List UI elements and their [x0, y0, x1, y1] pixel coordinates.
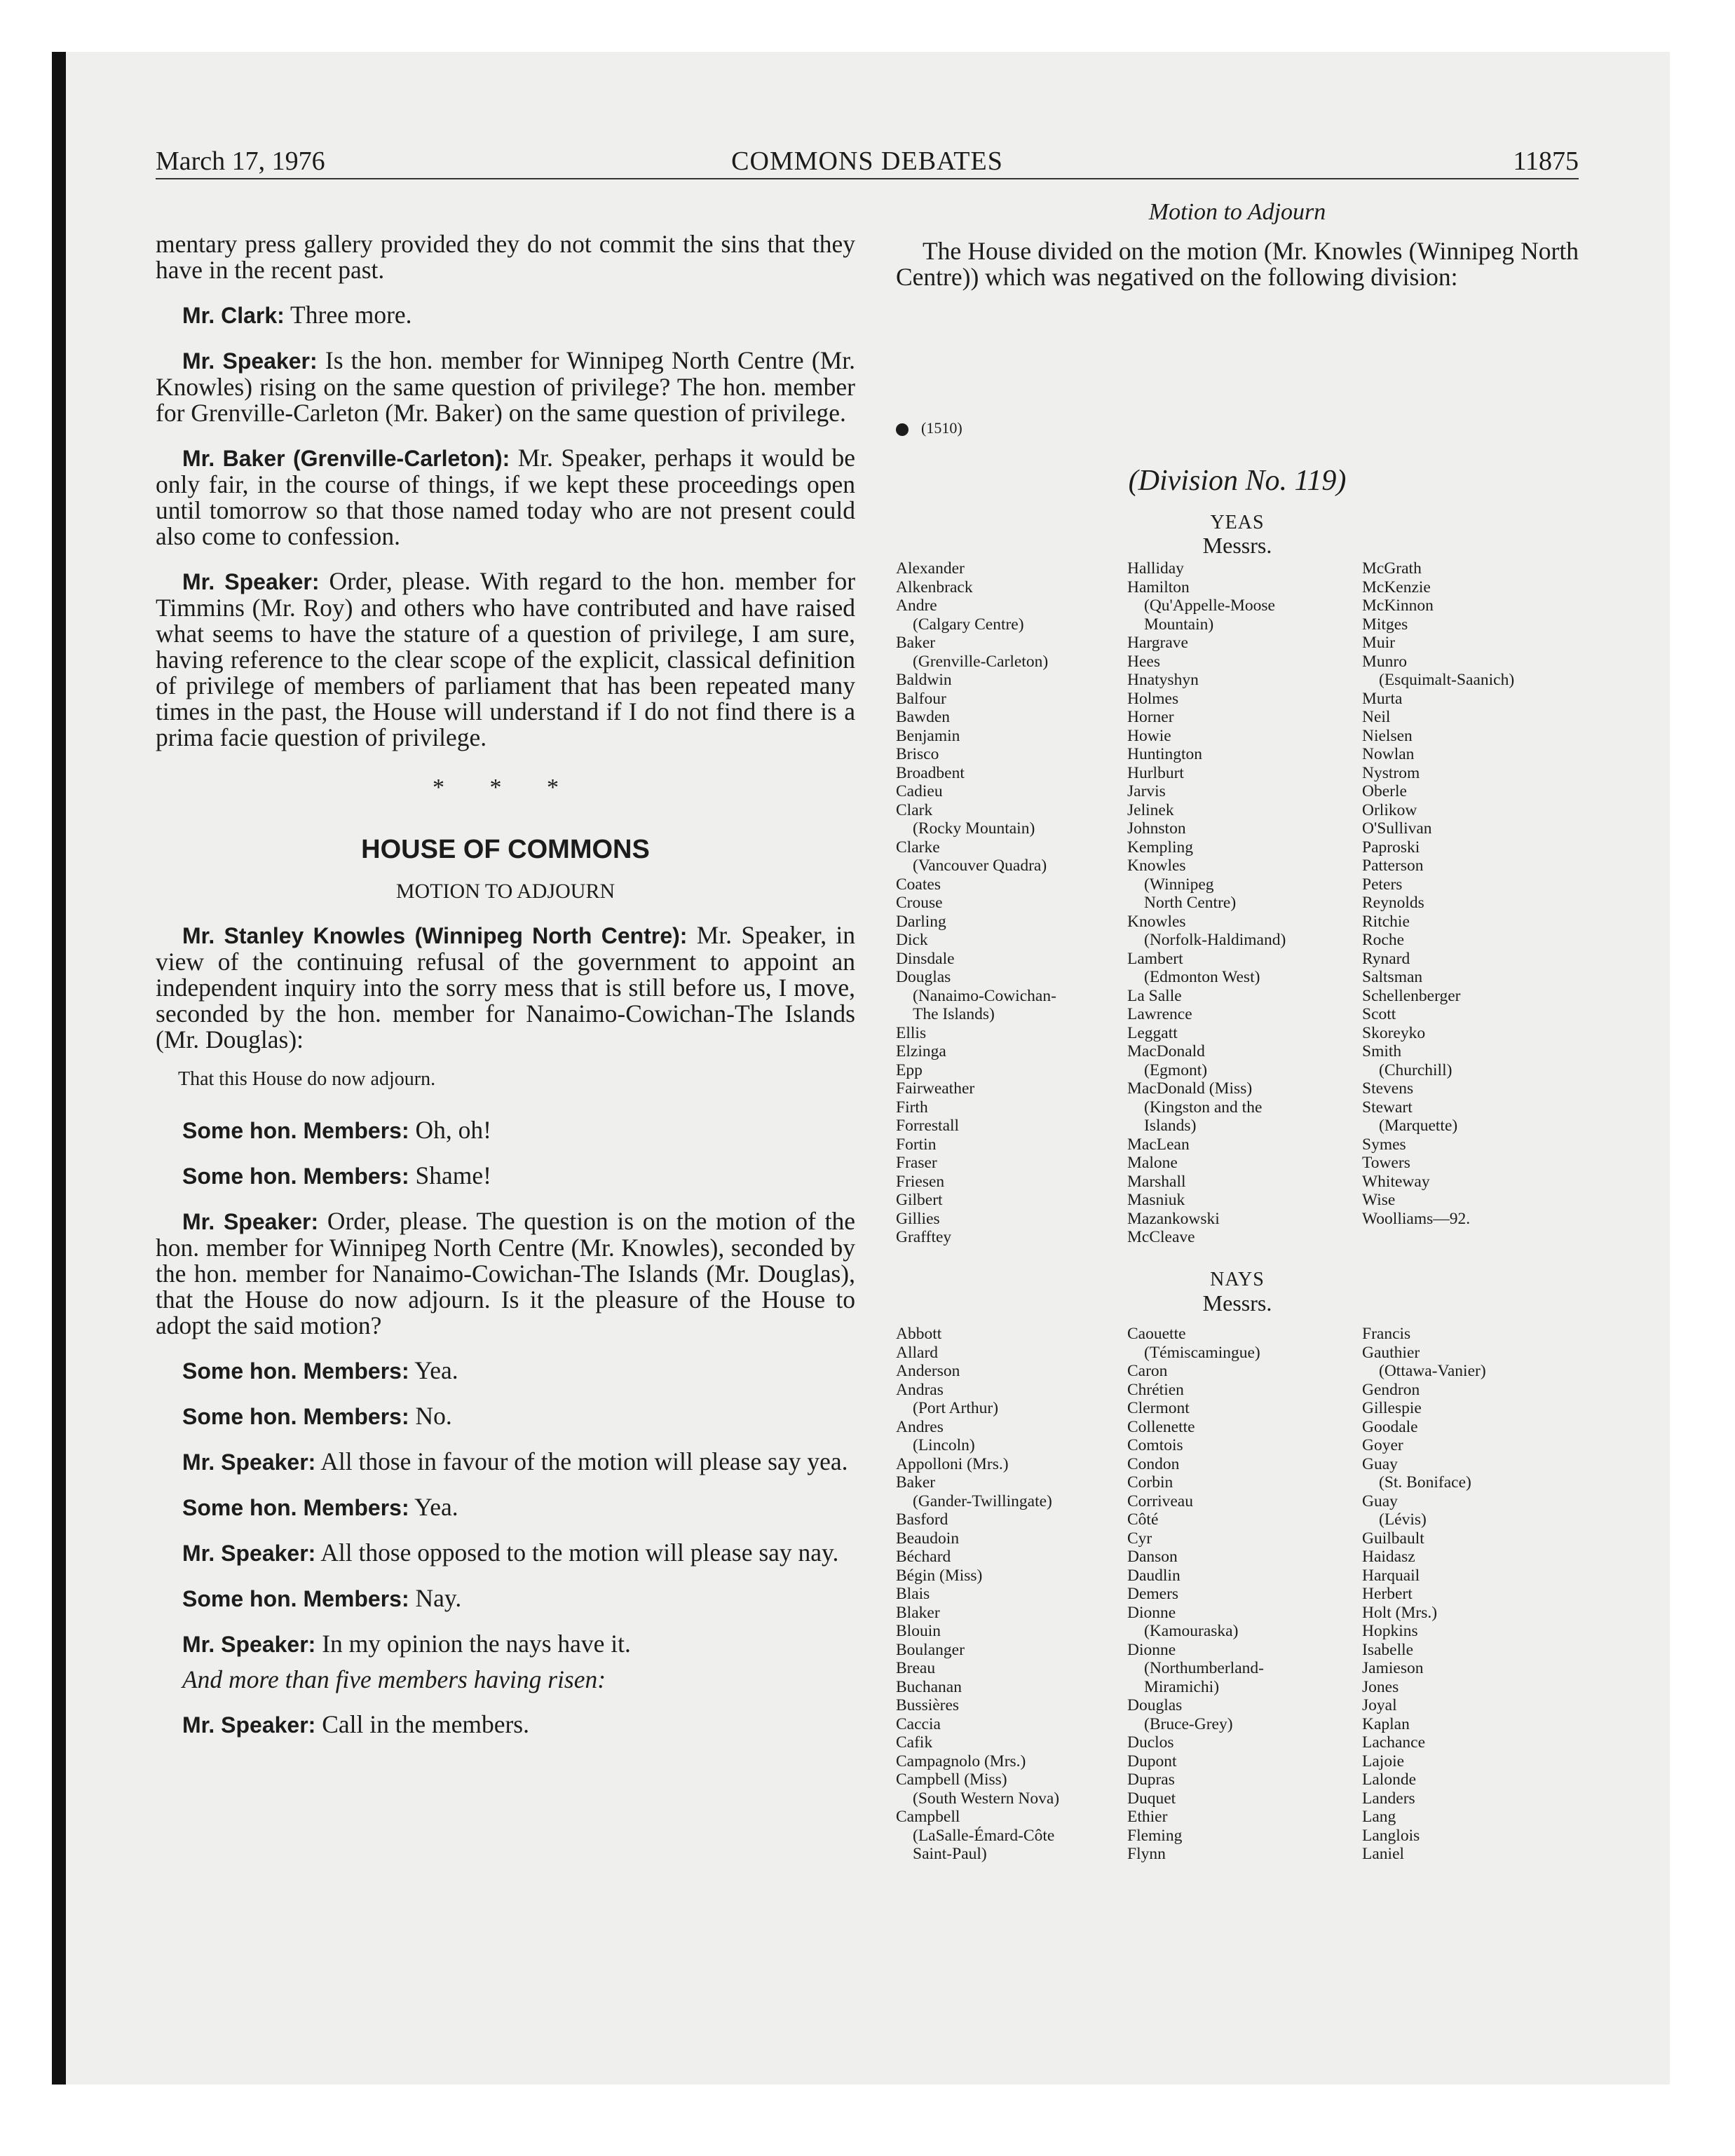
member-name: Neil: [1362, 708, 1391, 726]
member-name: Ethier: [1127, 1808, 1168, 1826]
scan-edge: [52, 52, 66, 2085]
member-name: Lang: [1362, 1808, 1396, 1826]
paragraph: [156, 568, 855, 751]
member-name: MacDonald: [1127, 1042, 1205, 1060]
member-name: Knowles: [1127, 857, 1186, 875]
member-name: (Kingston and the: [1144, 1098, 1263, 1117]
member-name: Saint-Paul): [913, 1845, 987, 1863]
member-name: Huntington: [1127, 745, 1203, 763]
paragraph: [156, 348, 855, 426]
member-name: Fleming: [1127, 1826, 1183, 1845]
member-name: Caouette: [1127, 1325, 1186, 1343]
speech-text: Mr. Speaker, in view of the continuing refusal of the government to appoint an independent inquiry into the sorry mess that is still before us, I move, seconded by the hon. member for Nanaimo-Cowichan-The Islands (Mr. Douglas):: [156, 921, 855, 1053]
member-name: Boulanger: [896, 1640, 965, 1659]
member-name: Dupont: [1127, 1752, 1177, 1770]
member-name: Guay: [1362, 1492, 1398, 1510]
member-name: Campbell: [896, 1808, 960, 1826]
member-name: Whiteway: [1362, 1172, 1430, 1191]
member-name: Gendron: [1362, 1380, 1420, 1399]
member-name: Hargrave: [1127, 634, 1188, 652]
speech-text: All those in favour of the motion will please say yea.: [315, 1447, 848, 1475]
member-name: McCleave: [1127, 1228, 1195, 1246]
member-name: (Gander-Twillingate): [913, 1492, 1052, 1510]
member-name: Halliday: [1127, 559, 1184, 578]
speaker-name: Mr. Clark:: [182, 303, 285, 328]
member-name: Blouin: [896, 1622, 941, 1640]
speech-text: Order, please. With regard to the hon. member for Timmins (Mr. Roy) and others who have contributed and have raised what seems to have the stature of a question of privilege, I am sure, having reference to the clear scope of the explicit, classical definition of privilege of members of parliament that has been repeated many times in the past, the House will understand if I do not find there is a prima facie question of privilege.: [156, 567, 856, 751]
member-name: McGrath: [1362, 559, 1422, 578]
member-name: Herbert: [1362, 1585, 1413, 1603]
member-name: Dionne: [1127, 1640, 1176, 1659]
yeas-column-2: [1127, 559, 1359, 1247]
member-name: Jelinek: [1127, 800, 1174, 819]
member-name: O'Sullivan: [1362, 819, 1432, 838]
time-stamp: (1510): [921, 419, 962, 437]
yeas-column-3: [1362, 559, 1593, 1228]
speaker-name: Some hon. Members:: [182, 1404, 409, 1429]
member-name: (Marquette): [1379, 1117, 1458, 1135]
header-date: March 17, 1976: [156, 146, 325, 176]
member-name: Isabelle: [1362, 1640, 1414, 1659]
member-name: North Centre): [1144, 894, 1237, 912]
member-name: Nystrom: [1362, 763, 1420, 782]
member-name: Douglas: [1127, 1696, 1183, 1714]
speaker-name: Some hon. Members:: [182, 1164, 409, 1189]
yeas-title: YEAS: [1210, 512, 1265, 533]
member-name: Darling: [896, 912, 946, 931]
member-name: Duclos: [1127, 1733, 1174, 1752]
member-name: Gillies: [896, 1209, 940, 1228]
division-intro: The House divided on the motion (Mr. Knowles (Winnipeg North Centre)) which was negatived on the following division:: [896, 237, 1579, 291]
member-name: (Grenville-Carleton): [913, 652, 1049, 671]
member-name: Johnston: [1127, 819, 1186, 838]
speaker-name: Some hon. Members:: [182, 1586, 409, 1611]
paragraph: [156, 1585, 855, 1612]
nays-column-2: [1127, 1325, 1359, 1864]
speaker-name: Mr. Stanley Knowles (Winnipeg North Centre):: [182, 923, 688, 948]
yeas-column-1: [896, 559, 1127, 1247]
member-name: (Vancouver Quadra): [913, 857, 1047, 875]
member-name: Munro: [1362, 652, 1407, 671]
member-name: Goyer: [1362, 1436, 1403, 1454]
speech-text: Mr. Speaker, perhaps it would be only fair, in the course of things, if we kept these proceedings open until tomorrow so that those named today who are not present could also come to confession.: [156, 444, 855, 550]
member-name: Clarke: [896, 838, 940, 857]
section-title: HOUSE OF COMMONS: [361, 835, 650, 864]
member-name: Stevens: [1362, 1079, 1414, 1098]
paragraph: [156, 445, 855, 550]
motion-quote: That this House do now adjourn.: [178, 1068, 436, 1090]
member-name: (Nanaimo-Cowichan-: [913, 986, 1056, 1005]
member-name: Islands): [1144, 1117, 1197, 1135]
paragraph: [156, 1631, 855, 1658]
member-name: McKenzie: [1362, 578, 1431, 596]
member-name: Skoreyko: [1362, 1023, 1426, 1042]
stage-direction: And more than five members having risen:: [182, 1665, 606, 1693]
member-name: (LaSalle-Émard-Côte: [913, 1826, 1055, 1845]
member-name: Ellis: [896, 1023, 927, 1042]
member-name: Knowles: [1127, 912, 1186, 931]
member-name: Scott: [1362, 1005, 1396, 1023]
member-name: Holmes: [1127, 689, 1179, 708]
member-name: Baker: [896, 1473, 936, 1492]
member-name: Muir: [1362, 634, 1395, 652]
member-name: Collenette: [1127, 1417, 1195, 1436]
member-name: Broadbent: [896, 763, 965, 782]
speaker-name: Mr. Speaker:: [182, 1541, 316, 1566]
speaker-name: Some hon. Members:: [182, 1358, 409, 1384]
paragraph: [156, 302, 855, 329]
member-name: Leggatt: [1127, 1023, 1178, 1042]
member-name: Daudlin: [1127, 1566, 1181, 1585]
speech-text: Three more.: [284, 301, 412, 329]
member-name: Danson: [1127, 1548, 1178, 1566]
member-name: Kaplan: [1362, 1714, 1410, 1733]
member-name: Anderson: [896, 1362, 960, 1380]
speech-text: In my opinion the nays have it.: [315, 1630, 631, 1658]
member-name: Francis: [1362, 1325, 1411, 1343]
member-name: (Winnipeg: [1144, 875, 1214, 894]
member-name: Lawrence: [1127, 1005, 1192, 1023]
right-column: [896, 199, 1579, 1863]
member-name: Kempling: [1127, 838, 1193, 857]
paragraph: [156, 1208, 855, 1339]
speaker-name: Some hon. Members:: [182, 1495, 409, 1520]
member-name: (Ottawa-Vanier): [1379, 1362, 1486, 1380]
member-name: Campbell (Miss): [896, 1770, 1007, 1789]
paragraph: [156, 1358, 855, 1384]
motion-heading: Motion to Adjourn: [1148, 199, 1326, 225]
member-name: Cyr: [1127, 1529, 1152, 1548]
member-name: Forrestall: [896, 1117, 960, 1135]
bullet-icon: [896, 423, 909, 436]
member-name: Condon: [1127, 1454, 1180, 1473]
member-name: Andres: [896, 1417, 944, 1436]
member-name: Alkenbrack: [896, 578, 973, 596]
speech-text: No.: [409, 1402, 452, 1430]
member-name: Gauthier: [1362, 1343, 1420, 1362]
member-name: MacDonald (Miss): [1127, 1079, 1253, 1098]
member-name: Dinsdale: [896, 949, 955, 968]
member-name: Laniel: [1362, 1845, 1405, 1863]
member-name: (St. Boniface): [1379, 1473, 1471, 1492]
member-name: Brisco: [896, 745, 939, 763]
member-name: Towers: [1362, 1154, 1410, 1172]
member-name: The Islands): [913, 1005, 995, 1023]
member-name: Harquail: [1362, 1566, 1420, 1585]
member-name: Howie: [1127, 726, 1171, 745]
member-name: Andre: [896, 596, 937, 615]
member-name: Woolliams—92.: [1362, 1209, 1471, 1228]
speech-text: Shame!: [409, 1161, 491, 1189]
member-name: Friesen: [896, 1172, 945, 1191]
member-name: Jamieson: [1362, 1659, 1424, 1677]
paragraph: [156, 1163, 855, 1189]
header-page-number: 11875: [1513, 146, 1579, 176]
header-title: COMMONS DEBATES: [731, 146, 1003, 176]
member-name: Stewart: [1362, 1098, 1413, 1117]
member-name: Mazankowski: [1127, 1209, 1220, 1228]
member-name: (Rocky Mountain): [913, 819, 1035, 838]
member-name: Guay: [1362, 1454, 1398, 1473]
paragraph: [156, 1403, 855, 1430]
member-name: Corbin: [1127, 1473, 1173, 1492]
member-name: (Esquimalt-Saanich): [1379, 671, 1515, 689]
member-name: Hnatyshyn: [1127, 671, 1199, 689]
member-name: McKinnon: [1362, 596, 1434, 615]
member-name: Hurlburt: [1127, 763, 1184, 782]
member-name: Langlois: [1362, 1826, 1420, 1845]
member-name: Marshall: [1127, 1172, 1186, 1191]
member-name: Firth: [896, 1098, 928, 1117]
member-name: (Lévis): [1379, 1510, 1427, 1529]
member-name: Chrétien: [1127, 1380, 1184, 1399]
member-name: (Egmont): [1144, 1060, 1208, 1079]
paragraph: [156, 1540, 855, 1567]
member-name: Baker: [896, 634, 936, 652]
speech-text: Yea.: [409, 1356, 458, 1384]
nays-subtitle: Messrs.: [1202, 1290, 1272, 1316]
page-header: [156, 146, 1579, 181]
member-name: Nowlan: [1362, 745, 1415, 763]
member-name: Gillespie: [1362, 1399, 1422, 1417]
member-name: Fraser: [896, 1154, 937, 1172]
speaker-name: Mr. Speaker:: [182, 1209, 319, 1234]
member-name: (Lincoln): [913, 1436, 975, 1454]
member-name: Mountain): [1144, 615, 1214, 634]
member-name: Fairweather: [896, 1079, 975, 1098]
member-name: Holt (Mrs.): [1362, 1603, 1438, 1622]
member-name: Roche: [1362, 931, 1405, 949]
member-name: Epp: [896, 1060, 923, 1079]
member-name: Paproski: [1362, 838, 1420, 857]
member-name: Hees: [1127, 652, 1160, 671]
member-name: Dick: [896, 931, 928, 949]
section-separator: * * *: [433, 775, 578, 800]
member-name: Crouse: [896, 894, 943, 912]
member-name: Masniuk: [1127, 1191, 1185, 1209]
member-name: Campagnolo (Mrs.): [896, 1752, 1026, 1770]
member-name: Cadieu: [896, 782, 943, 800]
member-name: Ritchie: [1362, 912, 1410, 931]
member-name: Bussières: [896, 1696, 960, 1714]
member-name: Blaker: [896, 1603, 940, 1622]
member-name: Guilbault: [1362, 1529, 1424, 1548]
member-name: Jones: [1362, 1677, 1399, 1696]
paragraph: [156, 1712, 855, 1738]
member-name: Alexander: [896, 559, 965, 578]
speaker-name: Mr. Speaker:: [182, 1632, 316, 1657]
speech-text: Oh, oh!: [409, 1116, 491, 1144]
member-name: (Bruce-Grey): [1144, 1714, 1233, 1733]
member-name: Elzinga: [896, 1042, 946, 1060]
member-name: Horner: [1127, 708, 1174, 726]
member-name: Douglas: [896, 968, 951, 986]
member-name: Miramichi): [1144, 1677, 1220, 1696]
member-name: Balfour: [896, 689, 946, 708]
nays-column-1: [896, 1325, 1127, 1864]
member-name: Comtois: [1127, 1436, 1183, 1454]
member-name: Beaudoin: [896, 1529, 960, 1548]
member-name: Mitges: [1362, 615, 1408, 634]
member-name: Hamilton: [1127, 578, 1190, 596]
member-name: Buchanan: [896, 1677, 962, 1696]
member-name: Baldwin: [896, 671, 952, 689]
speech-text: Yea.: [409, 1493, 458, 1521]
member-name: Nielsen: [1362, 726, 1413, 745]
member-name: Dupras: [1127, 1770, 1175, 1789]
member-name: (Kamouraska): [1144, 1622, 1239, 1640]
member-name: (Témiscamingue): [1144, 1343, 1260, 1362]
speaker-name: Mr. Speaker:: [182, 569, 320, 594]
speech-text: All those opposed to the motion will please say nay.: [315, 1538, 839, 1567]
member-name: Rynard: [1362, 949, 1410, 968]
member-name: (Edmonton West): [1144, 968, 1260, 986]
member-name: Symes: [1362, 1135, 1406, 1154]
member-name: La Salle: [1127, 986, 1182, 1005]
member-name: Dionne: [1127, 1603, 1176, 1622]
member-name: Cafik: [896, 1733, 933, 1752]
member-name: Schellenberger: [1362, 986, 1461, 1005]
speech-text: Is the hon. member for Winnipeg North Centre (Mr. Knowles) rising on the same question of privilege? The hon. member for Grenville-Carleton (Mr. Baker) on the same question of privilege.: [156, 346, 856, 427]
paragraph: [156, 1117, 855, 1144]
member-name: Oberle: [1362, 782, 1407, 800]
member-name: Clark: [896, 800, 933, 819]
left-column: [156, 231, 855, 1757]
member-name: Smith: [1362, 1042, 1402, 1060]
speech-text: Call in the members.: [315, 1710, 529, 1738]
member-name: (South Western Nova): [913, 1789, 1060, 1808]
member-name: Duquet: [1127, 1789, 1176, 1808]
member-name: Bégin (Miss): [896, 1566, 983, 1585]
member-name: Fortin: [896, 1135, 937, 1154]
member-name: (Qu'Appelle-Moose: [1144, 596, 1275, 615]
member-name: Reynolds: [1362, 894, 1424, 912]
speech-text: Order, please. The question is on the motion of the hon. member for Winnipeg North Centre (Mr. Knowles), seconded by the hon. member for Nanaimo-Cowichan-The Islands (Mr. Douglas), that the House do now adjourn. Is it the pleasure of the House to adopt the said motion?: [156, 1207, 855, 1339]
speech-text: Nay.: [409, 1584, 462, 1612]
yeas-subtitle: Messrs.: [1202, 533, 1272, 558]
member-name: Lachance: [1362, 1733, 1426, 1752]
member-name: Abbott: [896, 1325, 942, 1343]
member-name: Malone: [1127, 1154, 1178, 1172]
member-name: (Northumberland-: [1144, 1659, 1264, 1677]
member-name: Corriveau: [1127, 1492, 1193, 1510]
paragraph: [156, 1449, 855, 1475]
member-name: Lalonde: [1362, 1770, 1416, 1789]
member-name: Coates: [896, 875, 941, 894]
member-name: Benjamin: [896, 726, 960, 745]
member-name: Bawden: [896, 708, 951, 726]
member-name: Blais: [896, 1585, 930, 1603]
member-name: Joyal: [1362, 1696, 1397, 1714]
member-name: Murta: [1362, 689, 1403, 708]
speaker-name: Mr. Speaker:: [182, 1449, 316, 1475]
member-name: Côté: [1127, 1510, 1159, 1529]
member-name: Haidasz: [1362, 1548, 1415, 1566]
member-name: (Port Arthur): [913, 1399, 999, 1417]
member-name: Wise: [1362, 1191, 1396, 1209]
member-name: Goodale: [1362, 1417, 1418, 1436]
member-name: Gilbert: [896, 1191, 943, 1209]
member-name: Orlikow: [1362, 800, 1417, 819]
member-name: Landers: [1362, 1789, 1415, 1808]
member-name: Lajoie: [1362, 1752, 1405, 1770]
time-marker: [896, 419, 962, 437]
speaker-name: Mr. Speaker:: [182, 1712, 316, 1738]
speaker-name: Some hon. Members:: [182, 1118, 409, 1143]
member-name: (Norfolk-Haldimand): [1144, 931, 1286, 949]
section-subtitle: MOTION TO ADJOURN: [395, 880, 615, 903]
member-name: (Churchill): [1379, 1060, 1452, 1079]
member-name: Basford: [896, 1510, 948, 1529]
member-name: Flynn: [1127, 1845, 1166, 1863]
nays-column-3: [1362, 1325, 1593, 1864]
member-name: Peters: [1362, 875, 1403, 894]
speaker-name: Mr. Baker (Grenville-Carleton):: [182, 446, 510, 471]
member-name: Hopkins: [1362, 1622, 1418, 1640]
member-name: Béchard: [896, 1548, 951, 1566]
header-rule: [156, 178, 1579, 179]
member-name: Demers: [1127, 1585, 1179, 1603]
member-name: Lambert: [1127, 949, 1183, 968]
member-name: Caron: [1127, 1362, 1168, 1380]
speaker-name: Mr. Speaker:: [182, 348, 318, 374]
member-name: (Calgary Centre): [913, 615, 1024, 634]
paragraph: [156, 1494, 855, 1521]
member-name: MacLean: [1127, 1135, 1190, 1154]
member-name: Patterson: [1362, 857, 1424, 875]
member-name: Clermont: [1127, 1399, 1190, 1417]
member-name: Breau: [896, 1659, 936, 1677]
member-name: Caccia: [896, 1714, 941, 1733]
member-name: Appolloni (Mrs.): [896, 1454, 1009, 1473]
nays-title: NAYS: [1210, 1269, 1265, 1290]
division-number: (Division No. 119): [1128, 465, 1347, 497]
member-name: Andras: [896, 1380, 944, 1399]
member-name: Jarvis: [1127, 782, 1166, 800]
member-name: Grafftey: [896, 1228, 952, 1246]
member-name: Saltsman: [1362, 968, 1423, 986]
member-name: Allard: [896, 1343, 939, 1362]
paragraph: mentary press gallery provided they do not commit the sins that they have in the recent past.: [156, 230, 855, 284]
paragraph: [156, 922, 855, 1053]
